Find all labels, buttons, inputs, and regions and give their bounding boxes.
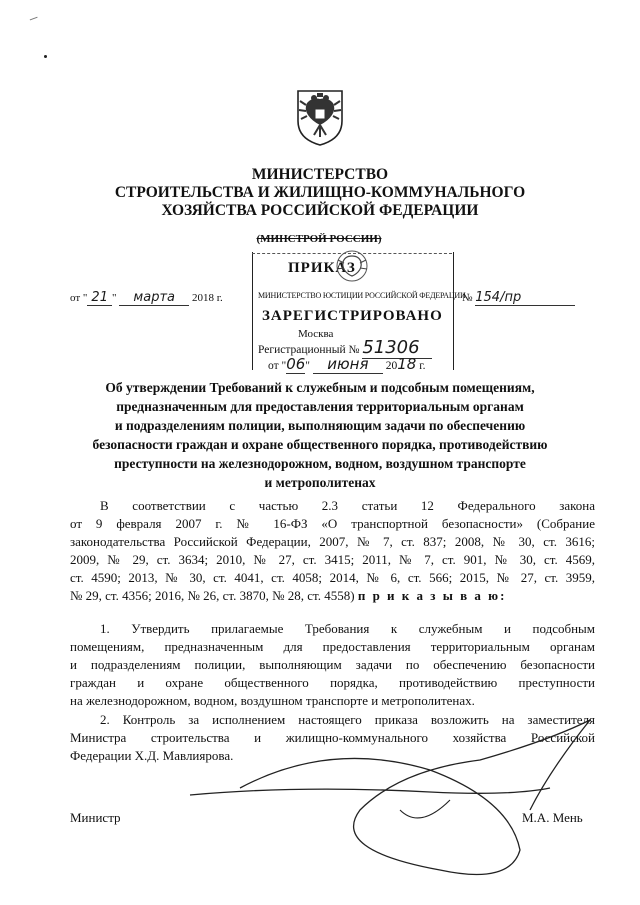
scan-mark xyxy=(30,17,39,23)
preamble-line-5: ст. 4590; 2013, № 30, ст. 4041, ст. 4058; 2014, № 6, ст. 566; 2015, № 27, ст. 3959, xyxy=(70,570,595,585)
item-1-line-4: граждан и охране общественного порядка, противодействию преступности xyxy=(70,675,595,690)
title-line-3: и подразделениям полиции, выполняющим задачи по обеспечению xyxy=(114,418,526,433)
title-line-1: Об утверждении Требований к служебным и подсобным помещениям, xyxy=(105,380,535,395)
preamble-line-3: законодательства Российской Федерации, 2007, № 7, ст. 837; 2008, № 30, ст. 3616; xyxy=(70,534,595,549)
preamble-line-6-text: № 29, ст. 4356; 2016, № 26, ст. 3870, № 28, ст. 4558) xyxy=(70,588,355,603)
stamp-date-day: 06 xyxy=(286,355,306,373)
item-1-line-5: на железнодорожном, водном, воздушном транспорте и метрополитенах. xyxy=(70,693,475,708)
order-date-prefix: от xyxy=(70,292,81,304)
stamp-reg-label: Регистрационный № xyxy=(258,344,360,356)
stamp-reg-value: 51306 xyxy=(362,337,432,359)
stamp-eagle-icon xyxy=(332,248,372,284)
stamp-date-prefix: от xyxy=(268,360,279,372)
order-date-month: марта xyxy=(119,290,189,306)
item-2-line-1: 2. Контроль за исполнением настоящего приказа возложить на заместителя xyxy=(100,712,595,727)
ministry-line-1: МИНИСТЕРСТВО xyxy=(251,166,389,183)
item-1-line-1: 1. Утвердить прилагаемые Требования к служебным и подсобным xyxy=(100,621,595,636)
item-2-line-3: Федерации Х.Д. Мавлиярова. xyxy=(70,748,234,763)
title-line-6: и метрополитенах xyxy=(264,475,376,490)
item-2-line-2: Министра строительства и жилищно-коммунального хозяйства Российской xyxy=(70,730,595,745)
ministry-line-3: ХОЗЯЙСТВА РОССИЙСКОЙ ФЕДЕРАЦИИ xyxy=(161,202,479,219)
title-line-2: предназначенным для предоставления территориальным органам xyxy=(116,399,524,414)
stamp-date: от "06" июня 2018 г. xyxy=(268,355,426,373)
order-title: ПРИКАЗ xyxy=(288,260,356,276)
order-date-day: 21 xyxy=(87,290,112,306)
preamble-line-6 xyxy=(70,587,595,605)
document-title xyxy=(62,378,578,492)
order-word: п р и к а з ы в а ю: xyxy=(357,588,507,603)
order-number-value: 154/пр xyxy=(475,290,575,306)
item-1-line-2: помещениям, предназначенным для предоставления территориальным органам xyxy=(70,639,595,654)
order-number xyxy=(462,290,575,306)
ministry-line-2: СТРОИТЕЛЬСТВА И ЖИЛИЩНО-КОММУНАЛЬНОГО xyxy=(114,184,526,201)
preamble-line-4: 2009, № 29, ст. 3634; 2010, № 27, ст. 3415; 2011, № 7, ст. 901, № 30, ст. 4569, xyxy=(70,552,595,567)
stamp-date-year-prefix: 20 xyxy=(385,360,398,372)
order-date-year: 2018 г. xyxy=(191,292,223,304)
item-1-line-3: и подразделениям полиции, выполняющим задачи по обеспечению безопасности xyxy=(70,657,595,672)
handwritten-signature xyxy=(180,700,600,890)
stamp-status: ЗАРЕГИСТРИРОВАНО xyxy=(262,308,443,324)
title-line-5: преступности на железнодорожном, водном, воздушном транспорте xyxy=(114,456,526,471)
stamp-agency: МИНИСТЕРСТВО ЮСТИЦИИ РОССИЙСКОЙ ФЕДЕРАЦИИ xyxy=(258,291,466,300)
stamp-city: Москва xyxy=(298,328,334,340)
scan-dot xyxy=(44,55,47,58)
stamp-date-month: июня xyxy=(313,355,383,374)
coat-of-arms-icon xyxy=(292,85,348,147)
stamp-date-suffix: г. xyxy=(419,360,426,372)
signatory-position: Министр xyxy=(70,810,121,825)
order-date: от " 21 " марта 2018 г. xyxy=(70,290,223,305)
title-line-4: безопасности граждан и охране общественного порядка, противодействию xyxy=(92,437,548,452)
order-number-prefix: № xyxy=(462,292,473,304)
preamble-line-2: от 9 февраля 2007 г. № 16-ФЗ «О транспортной безопасности» (Собрание xyxy=(70,516,595,531)
preamble-line-1: В соответствии с частью 2.3 статьи 12 Федерального закона xyxy=(100,498,595,513)
stamp-date-year-suffix: 18 xyxy=(397,355,417,373)
ministry-short-name: (МИНСТРОЙ РОССИИ) xyxy=(256,233,382,245)
signatory-name: М.А. Мень xyxy=(522,810,583,825)
